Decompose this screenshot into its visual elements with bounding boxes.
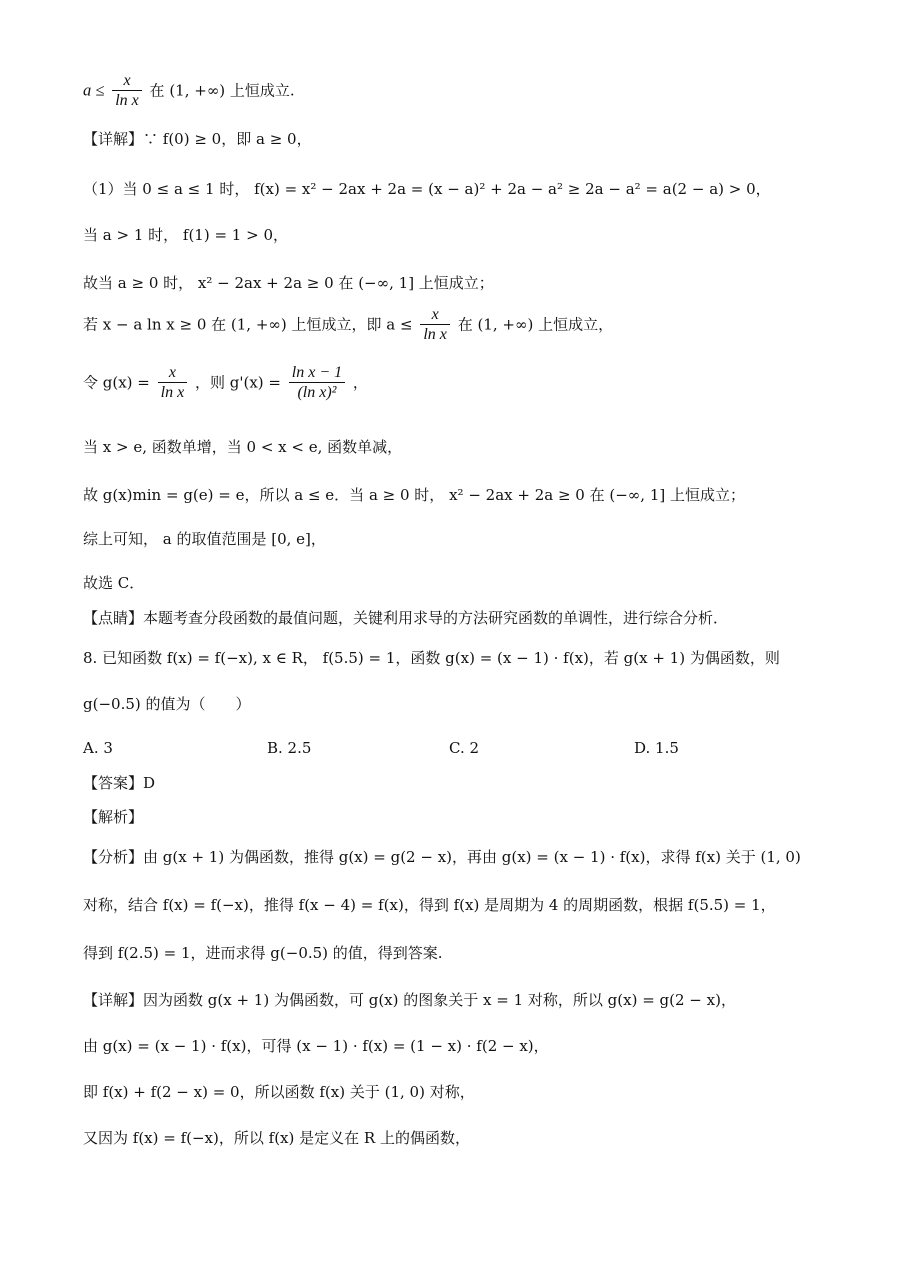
math-inline: a ≤ — [83, 80, 105, 100]
detail-line-1: 【详解】因为函数 g(x + 1) 为偶函数，可 g(x) 的图象关于 x = 1 对称，所以 g(x) = g(2 − x)， — [83, 991, 736, 1009]
question-8-stem: 8. 已知函数 f(x) = f(−x), x ∈ R， f(5.5) = 1，函数 g(x) = (x − 1) · f(x)，若 g(x + 1) 为偶函数，则 — [83, 649, 780, 667]
text-line-3: （1）当 0 ≤ a ≤ 1 时， f(x) = x² − 2ax + 2a = (x − a)² + 2a − a² ≥ 2a − a² = a(2 − a) > 0， — [83, 180, 771, 198]
text-line-1: a ≤ $\frac{x}{\text{ln x}}$ 在 (1, +∞) 上恒成立. — [83, 72, 295, 110]
text-line-4: 当 a > 1 时， f(1) = 1 > 0， — [83, 226, 288, 244]
option-d: D. 1.5 — [634, 739, 679, 757]
text-line-5: 故当 a ≥ 0 时， x² − 2ax + 2a ≥ 0 在 (−∞, 1] 上恒成立； — [83, 274, 494, 292]
text-line-6: 若 x − a ln x ≥ 0 在 (1, +∞) 上恒成立，即 a ≤ $\frac{x}{\text{ln x}}$ 在 (1, +∞) 上恒成立， — [83, 306, 614, 344]
fraction: $\frac{\text{ln x − 1}}{\text{(ln x)²}}$ — [289, 364, 345, 403]
text-line-2: 【详解】∵ f(0) ≥ 0，即 a ≥ 0， — [83, 130, 312, 148]
detail-line-3: 即 f(x) + f(2 − x) = 0，所以函数 f(x) 关于 (1, 0) 对称， — [83, 1083, 475, 1101]
option-b: B. 2.5 — [267, 739, 312, 757]
text-line-11: 故选 C． — [83, 574, 145, 592]
answer-line: 【答案】D — [83, 774, 156, 792]
detail-line-4: 又因为 f(x) = f(−x)，所以 f(x) 是定义在 R 上的偶函数， — [83, 1129, 470, 1147]
text-line-8: 当 x > e, 函数单增，当 0 < x < e, 函数单减， — [83, 438, 403, 456]
option-a: A. 3 — [83, 739, 113, 757]
detail-line-2: 由 g(x) = (x − 1) · f(x)，可得 (x − 1) · f(x) = (1 − x) · f(2 − x)， — [83, 1037, 549, 1055]
analysis-line-3: 得到 f(2.5) = 1，进而求得 g(−0.5) 的值，得到答案. — [83, 944, 443, 962]
text-line-12: 【点睛】本题考查分段函数的最值问题，关键利用求导的方法研究函数的单调性，进行综合分析． — [83, 609, 729, 627]
option-c: C. 2 — [449, 739, 480, 757]
text-line-10: 综上可知， a 的取值范围是 [0, e]， — [83, 530, 326, 548]
analysis-line-1: 【分析】由 g(x + 1) 为偶函数，推得 g(x) = g(2 − x)，再由 g(x) = (x − 1) · f(x)，求得 f(x) 关于 (1, 0) — [83, 848, 801, 866]
fraction: $\frac{x}{\text{ln x}}$ — [158, 364, 188, 403]
analysis-label: 【解析】 — [83, 808, 144, 826]
question-8-stem-cont: g(−0.5) 的值为（ ） — [83, 695, 251, 713]
analysis-line-2: 对称，结合 f(x) = f(−x)，推得 f(x − 4) = f(x)，得到 f(x) 是周期为 4 的周期函数，根据 f(5.5) = 1， — [83, 896, 776, 914]
text-line-7: 令 g(x) = $\frac{x}{\text{ln x}}$ ，则 g'(x) = $\frac{\text{ln x − 1}}{\text{(ln x)²}}$ ， — [83, 364, 368, 402]
fraction: $\frac{x}{\text{ln x}}$ — [112, 72, 142, 111]
fraction: $\frac{x}{\text{ln x}}$ — [420, 306, 450, 345]
text-line-9: 故 g(x)min = g(e) = e，所以 a ≤ e．当 a ≥ 0 时， x² − 2ax + 2a ≥ 0 在 (−∞, 1] 上恒成立； — [83, 486, 745, 504]
